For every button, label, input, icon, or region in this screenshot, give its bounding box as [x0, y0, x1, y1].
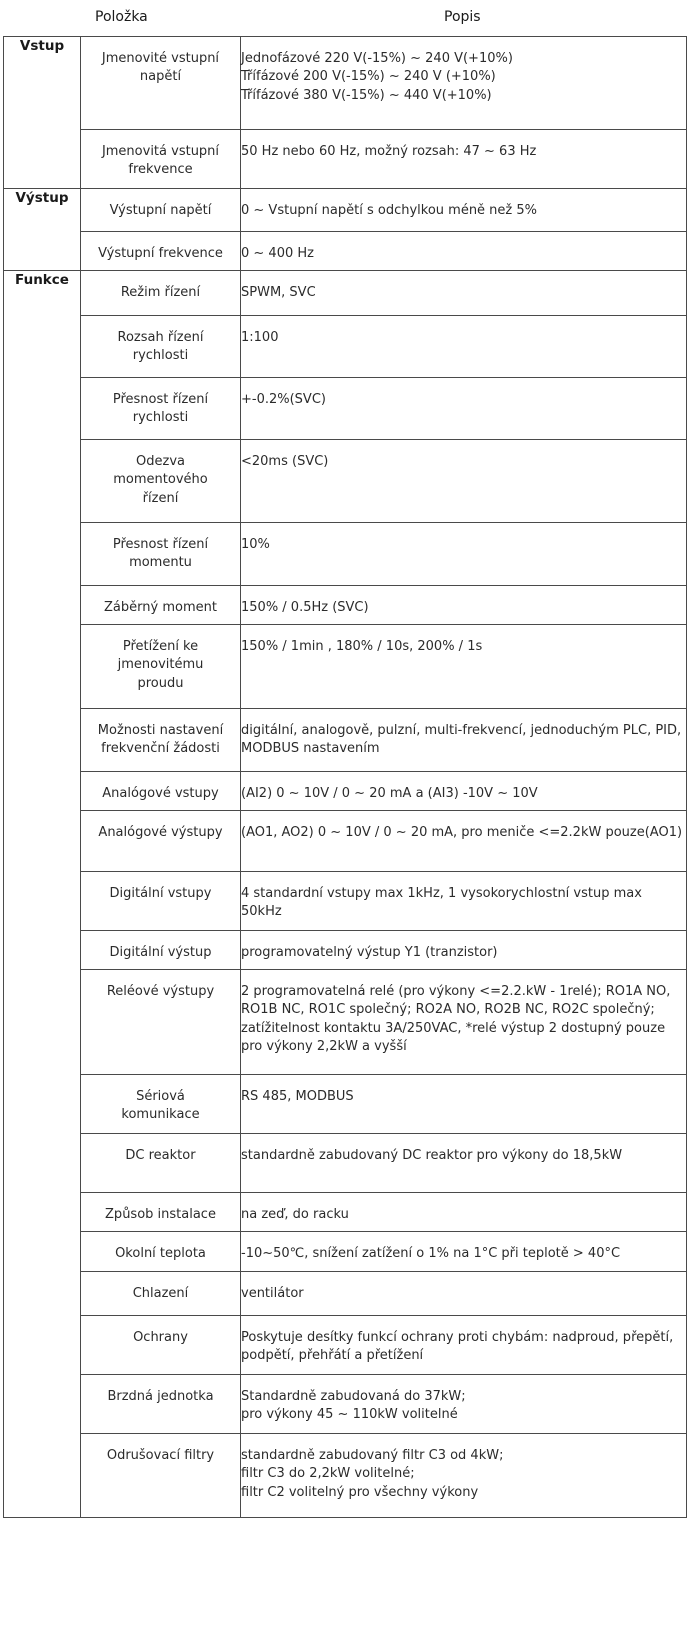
- item-label: Výstupní napětí: [109, 203, 212, 218]
- item-cell: [81, 523, 241, 586]
- description-cell: [241, 1232, 687, 1272]
- item-cell: [81, 811, 241, 872]
- table-row: [4, 1434, 687, 1518]
- item-cell: [81, 37, 241, 130]
- description-cell: [241, 772, 687, 811]
- item-label: Reléové výstupy: [106, 984, 215, 999]
- description-text: 150% / 1min , 180% / 10s, 200% / 1s: [241, 639, 483, 654]
- description-text: 4 standardní vstupy max 1kHz, 1 vysokorychlostní vstup max 50kHz: [241, 886, 642, 920]
- item-label: Přesnost řízení rychlosti: [112, 392, 209, 426]
- description-cell: [241, 586, 687, 625]
- description-cell: [241, 709, 687, 772]
- item-label: Analógové vstupy: [102, 786, 219, 801]
- table-row: [4, 1375, 687, 1434]
- item-label: Brzdná jednotka: [107, 1389, 214, 1404]
- table-row: [4, 232, 687, 271]
- item-cell: [81, 1272, 241, 1316]
- item-cell: [81, 1316, 241, 1375]
- table-row: [4, 1193, 687, 1232]
- description-cell: [241, 440, 687, 523]
- description-text: ventilátor: [241, 1286, 304, 1301]
- description-text: 150% / 0.5Hz (SVC): [241, 600, 369, 615]
- header-item: Položka: [95, 9, 148, 25]
- table-row: [4, 1232, 687, 1272]
- description-text: +-0.2%(SVC): [241, 392, 326, 407]
- table-row: [4, 37, 687, 130]
- description-text: (AO1, AO2) 0 ~ 10V / 0 ~ 20 mA, pro meniče <=2.2kW pouze(AO1): [241, 825, 683, 840]
- description-cell: [241, 931, 687, 970]
- description-cell: [241, 1272, 687, 1316]
- description-cell: [241, 1075, 687, 1134]
- item-cell: [81, 1232, 241, 1272]
- description-text: -10~50℃, snížení zatížení o 1% na 1°C při teplotě > 40°C: [241, 1246, 621, 1261]
- item-cell: [81, 271, 241, 316]
- item-cell: [81, 440, 241, 523]
- item-label: Sériová komunikace: [121, 1089, 200, 1123]
- item-cell: [81, 709, 241, 772]
- table-row: [4, 709, 687, 772]
- item-cell: [81, 189, 241, 232]
- table-row: [4, 1272, 687, 1316]
- item-label: Režim řízení: [120, 285, 201, 300]
- item-cell: [81, 232, 241, 271]
- description-text: 1:100: [241, 330, 279, 345]
- description-cell: [241, 316, 687, 378]
- item-cell: [81, 772, 241, 811]
- item-label: Okolní teplota: [115, 1246, 206, 1261]
- table-row: [4, 772, 687, 811]
- table-row: [4, 931, 687, 970]
- description-text: 10%: [241, 537, 270, 552]
- item-cell: [81, 586, 241, 625]
- description-cell: [241, 625, 687, 709]
- item-cell: [81, 1134, 241, 1193]
- description-text: SPWM, SVC: [241, 285, 316, 300]
- description-cell: [241, 970, 687, 1075]
- description-text: RS 485, MODBUS: [241, 1089, 354, 1104]
- item-cell: [81, 378, 241, 440]
- table-row: [4, 1075, 687, 1134]
- item-cell: [81, 316, 241, 378]
- description-text: (AI2) 0 ~ 10V / 0 ~ 20 mA a (AI3) -10V ~ 10V: [241, 786, 538, 801]
- header-description: Popis: [444, 9, 481, 25]
- item-cell: [81, 1193, 241, 1232]
- description-cell: [241, 232, 687, 271]
- item-cell: [81, 1434, 241, 1518]
- description-text: <20ms (SVC): [241, 454, 329, 469]
- description-text: na zeď, do racku: [241, 1207, 349, 1222]
- item-label: Odezva momentového řízení: [113, 454, 208, 506]
- description-cell: [241, 1316, 687, 1375]
- item-label: Jmenovitá vstupní frekvence: [101, 144, 220, 178]
- table-row: [4, 872, 687, 931]
- item-label: Způsob instalace: [105, 1207, 216, 1222]
- item-label: Digitální výstup: [109, 945, 212, 960]
- group-cell: Výstup: [4, 189, 81, 271]
- table-row: [4, 130, 687, 189]
- description-cell: [241, 1375, 687, 1434]
- description-cell: [241, 271, 687, 316]
- item-cell: [81, 130, 241, 189]
- description-cell: [241, 1434, 687, 1518]
- description-cell: [241, 1134, 687, 1193]
- description-text: 0 ~ 400 Hz: [241, 246, 314, 261]
- description-text: standardně zabudovaný filtr C3 od 4kW; filtr C3 do 2,2kW volitelné; filtr C2 volitelný pro všechny výkony: [241, 1448, 504, 1500]
- description-cell: [241, 37, 687, 130]
- description-text: 2 programovatelná relé (pro výkony <=2.2.kW - 1relé); RO1A NO, RO1B NC, RO1C společný; RO2A NO, RO2B NC, RO2C společný; zatížitelnost kontaktu 3A/250VAC, *relé výstup 2 dostupný pouze pro výkony 2,2kW a vyšší: [241, 984, 671, 1055]
- group-cell: Vstup: [4, 37, 81, 189]
- description-text: programovatelný výstup Y1 (tranzistor): [241, 945, 498, 960]
- item-cell: [81, 970, 241, 1075]
- item-label: Chlazení: [132, 1286, 189, 1301]
- item-label: Možnosti nastavení frekvenční žádosti: [97, 723, 224, 757]
- table-row: [4, 1316, 687, 1375]
- item-cell: [81, 1075, 241, 1134]
- item-label: Přesnost řízení momentu: [112, 537, 209, 571]
- item-label: Ochrany: [133, 1330, 188, 1345]
- table-row: [4, 523, 687, 586]
- table-row: [4, 970, 687, 1075]
- spec-table: [3, 36, 687, 1518]
- item-cell: [81, 931, 241, 970]
- table-row: [4, 440, 687, 523]
- item-cell: [81, 625, 241, 709]
- table-row: [4, 189, 687, 232]
- description-cell: [241, 872, 687, 931]
- description-text: 50 Hz nebo 60 Hz, možný rozsah: 47 ~ 63 Hz: [241, 144, 537, 159]
- item-cell: [81, 872, 241, 931]
- table-row: [4, 1134, 687, 1193]
- description-cell: [241, 130, 687, 189]
- description-cell: [241, 1193, 687, 1232]
- description-text: Poskytuje desítky funkcí ochrany proti chybám: nadproud, přepětí, podpětí, přehřátí a přetížení: [241, 1330, 674, 1364]
- item-label: Záběrný moment: [104, 600, 217, 615]
- description-cell: [241, 378, 687, 440]
- table-row: [4, 316, 687, 378]
- item-label: Přetížení ke jmenovitému proudu: [117, 639, 204, 691]
- table-row: [4, 811, 687, 872]
- item-label: Odrušovací filtry: [106, 1448, 215, 1463]
- description-text: digitální, analogově, pulzní, multi-frekvencí, jednoduchým PLC, PID, MODBUS nastavením: [241, 723, 682, 757]
- table-row: [4, 625, 687, 709]
- description-cell: [241, 523, 687, 586]
- item-cell: [81, 1375, 241, 1434]
- item-label: DC reaktor: [125, 1148, 196, 1163]
- description-cell: [241, 811, 687, 872]
- item-label: Rozsah řízení rychlosti: [117, 330, 204, 364]
- table-row: [4, 378, 687, 440]
- description-text: 0 ~ Vstupní napětí s odchylkou méně než 5%: [241, 203, 538, 218]
- item-label: Jmenovité vstupní napětí: [101, 51, 220, 85]
- item-label: Digitální vstupy: [109, 886, 212, 901]
- table-header: [0, 0, 694, 36]
- description-cell: [241, 189, 687, 232]
- description-text: standardně zabudovaný DC reaktor pro výkony do 18,5kW: [241, 1148, 623, 1163]
- description-text: Jednofázové 220 V(-15%) ~ 240 V(+10%) Třífázové 200 V(-15%) ~ 240 V (+10%) Třífázové 380 V(-15%) ~ 440 V(+10%): [241, 51, 513, 103]
- table-row: [4, 271, 687, 316]
- group-cell: Funkce: [4, 271, 81, 1518]
- description-text: Standardně zabudovaná do 37kW; pro výkony 45 ~ 110kW volitelné: [241, 1389, 466, 1423]
- item-label: Výstupní frekvence: [98, 246, 223, 261]
- table-row: [4, 586, 687, 625]
- item-label: Analógové výstupy: [98, 825, 223, 840]
